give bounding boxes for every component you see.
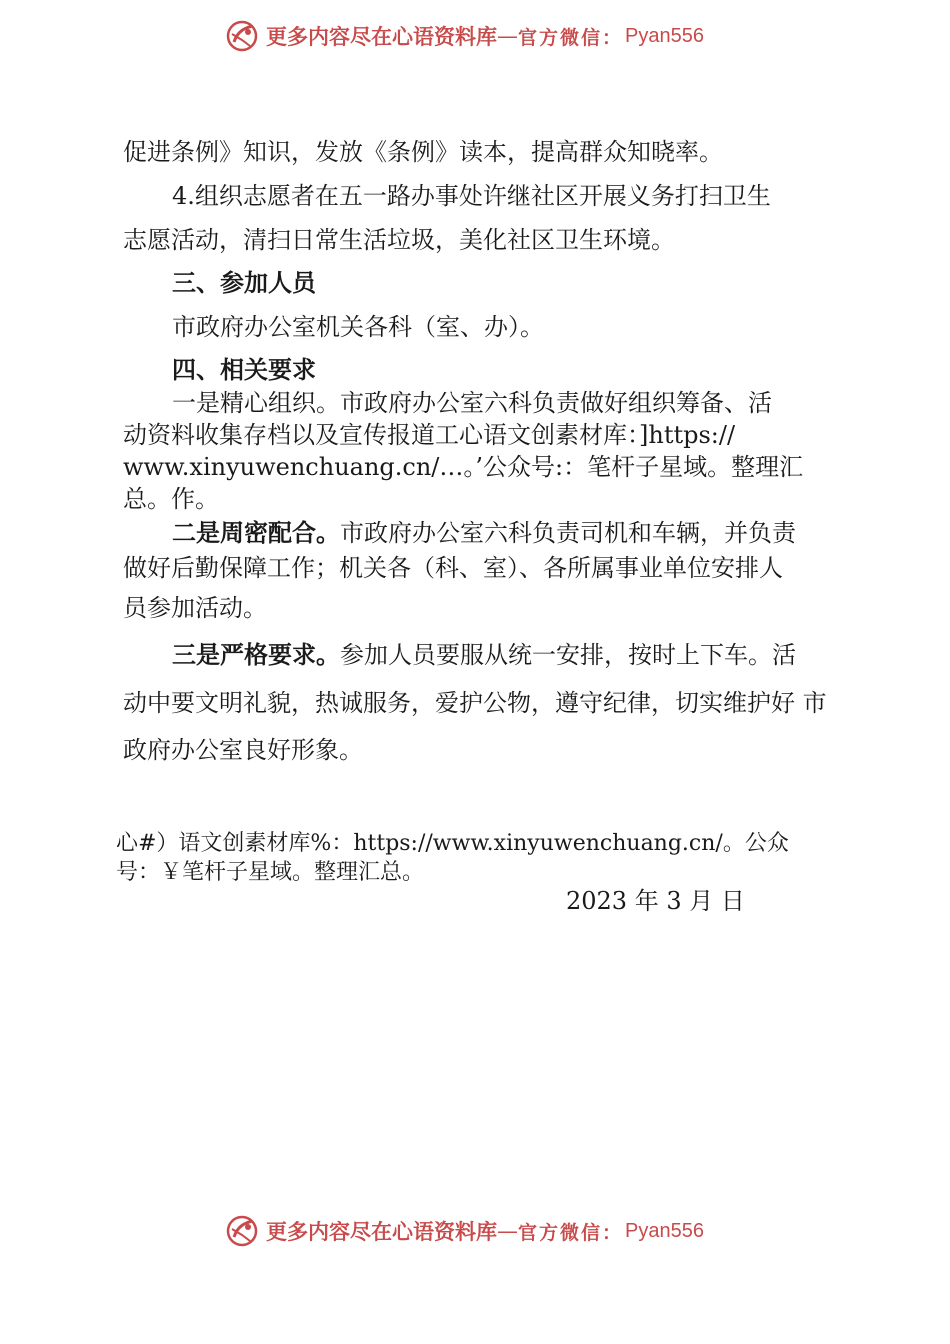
body-line-4: 市政府办公室机关各科（室、办）。 <box>172 313 544 341</box>
watermark-line-2: 号：￥笔杆子星域。整理汇总。 <box>116 860 425 885</box>
lead-phrase-3: 三是严格要求。 <box>172 641 340 669</box>
banner-dash: — <box>497 24 518 48</box>
body-line-9 <box>172 518 796 548</box>
body-line-10: 做好后勤保障工作；机关各（科、室）、各所属事业单位安排人 <box>123 554 783 582</box>
logo-icon <box>226 1215 258 1247</box>
body-line-13: 动中要文明礼貌，热诚服务，爱护公物，遵守纪律，切实维护好 市 <box>123 689 827 717</box>
body-line-7: www.xinyuwenchuang.cn/…。’公众号:：笔杆子星域。整理汇 <box>123 453 804 481</box>
body-line-12-rest: 参加人员要服从统一安排，按时上下车。活 <box>340 641 796 669</box>
banner-id: Pyan556 <box>625 24 704 47</box>
body-line-11: 员参加活动。 <box>123 594 267 622</box>
document-date: 2023 年 3 月 日 <box>566 887 745 915</box>
body-line-5: 一是精心组织。市政府办公室六科负责做好组织筹备、活 <box>172 389 772 417</box>
banner-title: 更多内容尽在心语资料库 <box>266 24 497 49</box>
body-line-9-rest: 市政府办公室六科负责司机和车辆，并负责 <box>340 519 796 547</box>
body-line-14: 政府办公室良好形象。 <box>123 736 363 764</box>
body-line-8: 总。作。 <box>123 485 219 513</box>
body-line-3: 志愿活动，清扫日常生活垃圾，美化社区卫生环境。 <box>123 226 675 254</box>
banner-label: 官方微信： <box>518 26 624 49</box>
body-line-12 <box>172 640 796 670</box>
footer-banner <box>226 1213 704 1249</box>
section-heading-3: 三、参加人员 <box>172 269 316 297</box>
body-line-2: 4.组织志愿者在五一路办事处许继社区开展义务打扫卫生 <box>172 182 771 210</box>
watermark-line-1: 心#）语文创素材库%：https://www.xinyuwenchuang.cn/。公众 <box>116 831 789 856</box>
banner-id: Pyan556 <box>625 1219 704 1242</box>
section-heading-4: 四、相关要求 <box>172 356 316 384</box>
header-banner <box>226 18 704 54</box>
banner-title: 更多内容尽在心语资料库 <box>266 1219 497 1244</box>
body-line-1: 促进条例》知识，发放《条例》读本，提高群众知晓率。 <box>123 138 723 166</box>
banner-dash: — <box>497 1219 518 1243</box>
logo-icon <box>226 20 258 52</box>
body-line-6: 动资料收集存档以及宣传报道工心语文创素材库：]https:// <box>123 421 736 449</box>
lead-phrase-2: 二是周密配合。 <box>172 519 340 547</box>
banner-label: 官方微信： <box>518 1221 624 1244</box>
